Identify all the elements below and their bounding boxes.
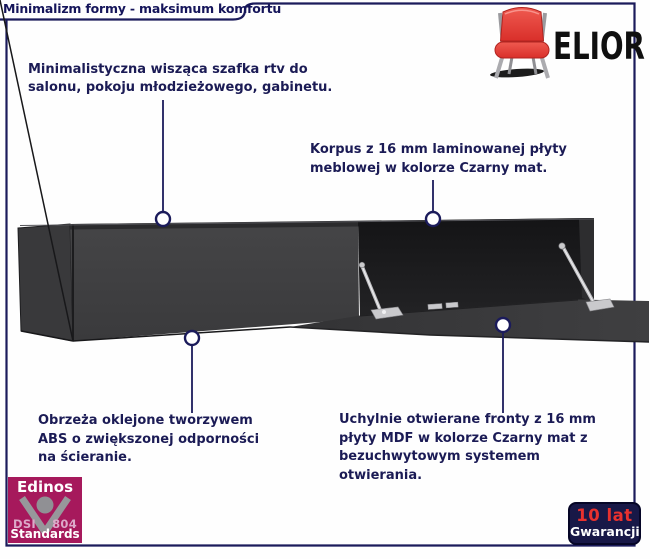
annotation-line: Obrzeża oklejone tworzywem bbox=[38, 413, 253, 428]
annotation-line: meblowej w kolorze Czarny mat. bbox=[310, 160, 548, 176]
annotation-line: Minimalistyczna wisząca szafka rtv do bbox=[28, 62, 308, 77]
warranty-label: Gwarancji bbox=[570, 524, 640, 539]
edinos-standards-badge bbox=[8, 477, 82, 543]
edinos-code-dsi: DSI bbox=[13, 517, 37, 531]
annotation-bottom-right bbox=[339, 411, 596, 485]
callout-circle-bottom-left bbox=[185, 331, 199, 345]
callout-circle-top-right bbox=[426, 212, 440, 226]
callout-circle-top-left bbox=[156, 212, 170, 226]
annotation-top-right bbox=[310, 141, 567, 178]
annotation-line: bezuchwytowym systemem bbox=[339, 449, 540, 464]
annotation-line: na ścieranie. bbox=[38, 450, 132, 465]
edinos-code-804: 804 bbox=[52, 517, 77, 531]
warranty-badge bbox=[568, 502, 641, 545]
annotation-top-left bbox=[28, 61, 332, 97]
annotation-line: otwierania. bbox=[339, 467, 423, 483]
callout-circle-bottom-right bbox=[496, 318, 510, 332]
annotation-bottom-left bbox=[38, 412, 259, 468]
annotation-line: ABS o zwiększonej odporności bbox=[38, 431, 260, 447]
annotation-line: Korpus z 16 mm laminowanej płyty bbox=[310, 142, 567, 157]
edinos-subtitle: Standards bbox=[10, 527, 80, 541]
cabinet-left-side bbox=[18, 224, 73, 341]
annotation-line: salonu, pokoju młodzieżowego, gabinetu. bbox=[28, 80, 333, 95]
page-title: Minimalizm formy - maksimum komfortu bbox=[3, 1, 282, 16]
warranty-duration: 10 lat bbox=[576, 506, 633, 525]
brand-wordmark: ELIOR bbox=[553, 25, 645, 68]
annotation-line: płyty MDF w kolorze Czarny mat z bbox=[339, 430, 588, 446]
edinos-title: Edinos bbox=[16, 478, 74, 496]
annotation-line: Uchylnie otwierane fronty z 16 mm bbox=[339, 412, 596, 427]
red-chair-icon bbox=[490, 8, 549, 79]
